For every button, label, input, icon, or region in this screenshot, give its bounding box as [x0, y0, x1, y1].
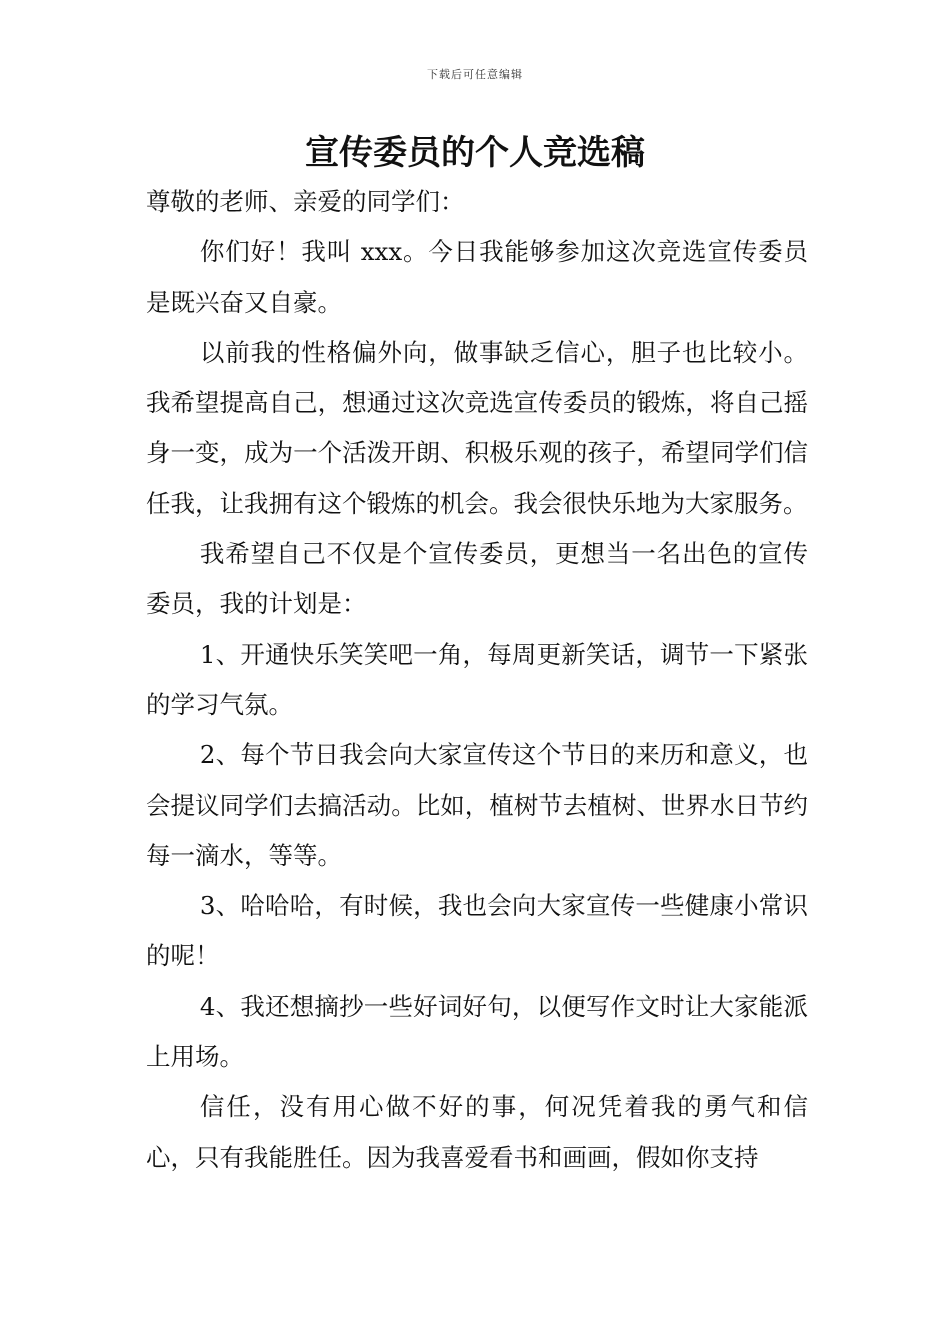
salutation: 尊敬的老师、亲爱的同学们：	[146, 187, 465, 216]
document-body	[146, 177, 808, 1183]
paragraph-plan-item-2: 2、每个节日我会向大家宣传这个节日的来历和意义，也会提议同学们去搞活动。比如，植树节去植树、世界水日节约每一滴水，等等。	[146, 740, 808, 870]
paragraph-greeting: 你们好！我叫 xxx。今日我能够参加这次竞选宣传委员是既兴奋又自豪。	[146, 237, 808, 317]
header-note: 下载后可任意编辑	[427, 68, 523, 81]
paragraph-plan-intro: 我希望自己不仅是个宣传委员，更想当一名出色的宣传委员，我的计划是：	[146, 539, 808, 619]
paragraph-plan-item-1: 1、开通快乐笑笑吧一角，每周更新笑话，调节一下紧张的学习气氛。	[146, 639, 808, 719]
paragraph-plan-item-3: 3、哈哈哈，有时候，我也会向大家宣传一些健康小常识的呢！	[146, 891, 808, 971]
paragraph-closing: 信任，没有用心做不好的事，何况凭着我的勇气和信心，只有我能胜任。因为我喜爱看书和画画，假如你支持	[146, 1092, 808, 1172]
document-title: 宣传委员的个人竞选稿	[305, 133, 645, 173]
paragraph-personality: 以前我的性格偏外向，做事缺乏信心，胆子也比较小。我希望提高自己，想通过这次竞选宣传委员的锻炼，将自己摇身一变，成为一个活泼开朗、积极乐观的孩子，希望同学们信任我，让我拥有这个锻炼的机会。我会很快乐地为大家服务。	[146, 337, 808, 518]
paragraph-plan-item-4: 4、我还想摘抄一些好词好句，以便写作文时让大家能派上用场。	[146, 991, 808, 1072]
